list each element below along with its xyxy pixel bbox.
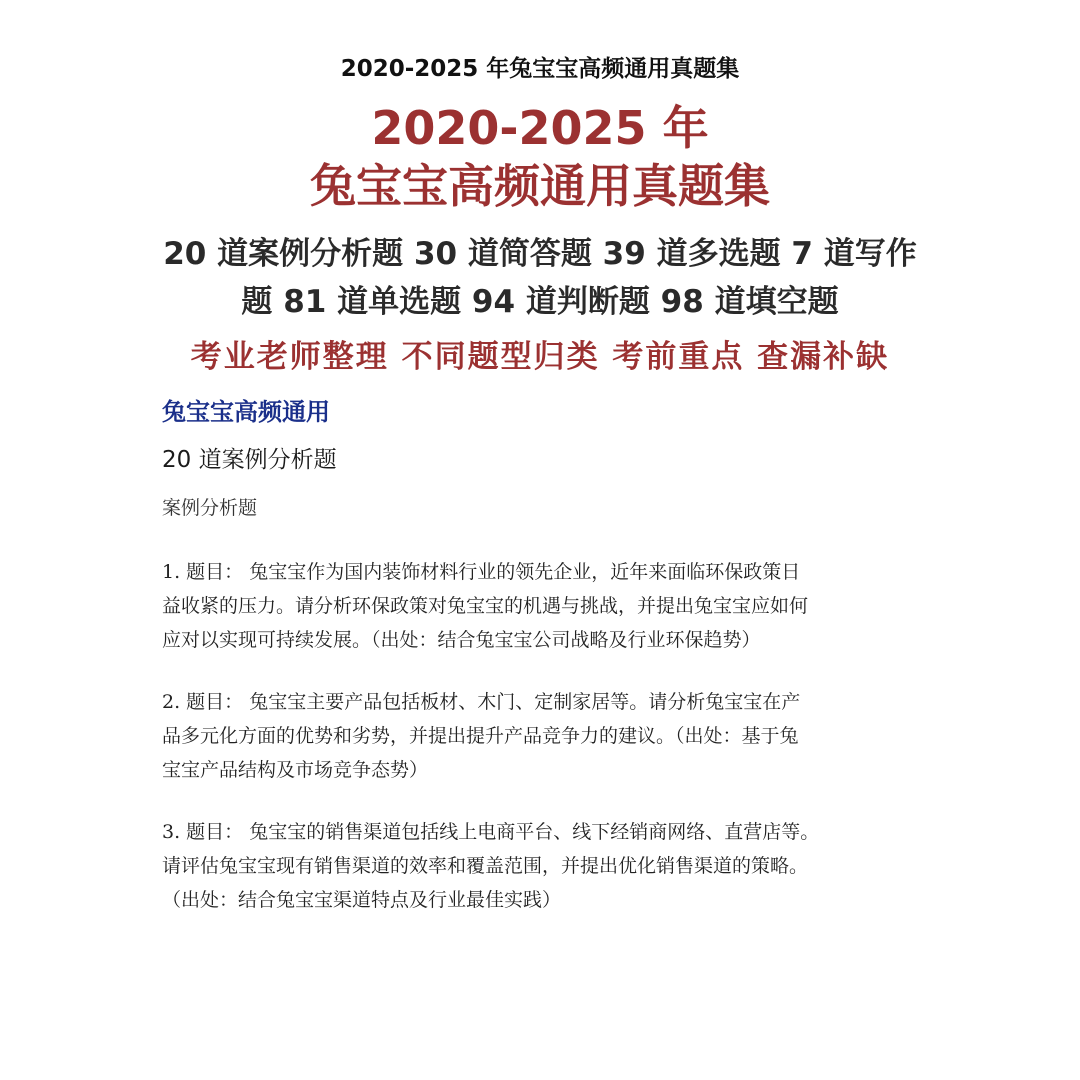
question-3 [162,815,952,917]
question-1 [162,555,952,657]
question-line: （出处：结合兔宝宝渠道特点及行业最佳实践） [162,889,562,911]
question-line: 益收紧的压力。请分析环保政策对兔宝宝的机遇与挑战，并提出兔宝宝应如何 [162,595,809,617]
question-counts-line-1: 20 道案例分析题 30 道简答题 39 道多选题 7 道写作 [163,236,917,272]
question-line: 3. 题目： 兔宝宝的销售渠道包括线上电商平台、线下经销商网络、直营店等。 [162,821,820,843]
running-header: 2020-2025 年兔宝宝高频通用真题集 [340,56,740,82]
category-label: 案例分析题 [162,497,258,519]
sub-heading: 20 道案例分析题 [162,447,337,473]
question-line: 1. 题目： 兔宝宝作为国内装饰材料行业的领先企业，近年来面临环保政策日 [162,561,801,583]
question-line: 应对以实现可持续发展。（出处：结合兔宝宝公司战略及行业环保趋势） [162,629,761,651]
question-line: 2. 题目： 兔宝宝主要产品包括板材、木门、定制家居等。请分析兔宝宝在产 [162,691,801,713]
question-counts-line-2: 题 81 道单选题 94 道判断题 98 道填空题 [241,284,839,320]
question-line: 宝宝产品结构及市场竞争态势） [162,759,429,781]
main-title-years: 2020-2025 年 [371,101,709,155]
question-2 [162,685,952,787]
question-line: 请评估兔宝宝现有销售渠道的效率和覆盖范围，并提出优化销售渠道的策略。 [162,855,809,877]
main-title-name: 兔宝宝高频通用真题集 [310,159,770,213]
question-line: 品多元化方面的优势和劣势，并提出提升产品竞争力的建议。（出处：基于兔 [162,725,799,747]
section-heading: 兔宝宝高频通用 [162,398,330,426]
tagline: 考业老师整理 不同题型归类 考前重点 查漏补缺 [190,339,890,375]
